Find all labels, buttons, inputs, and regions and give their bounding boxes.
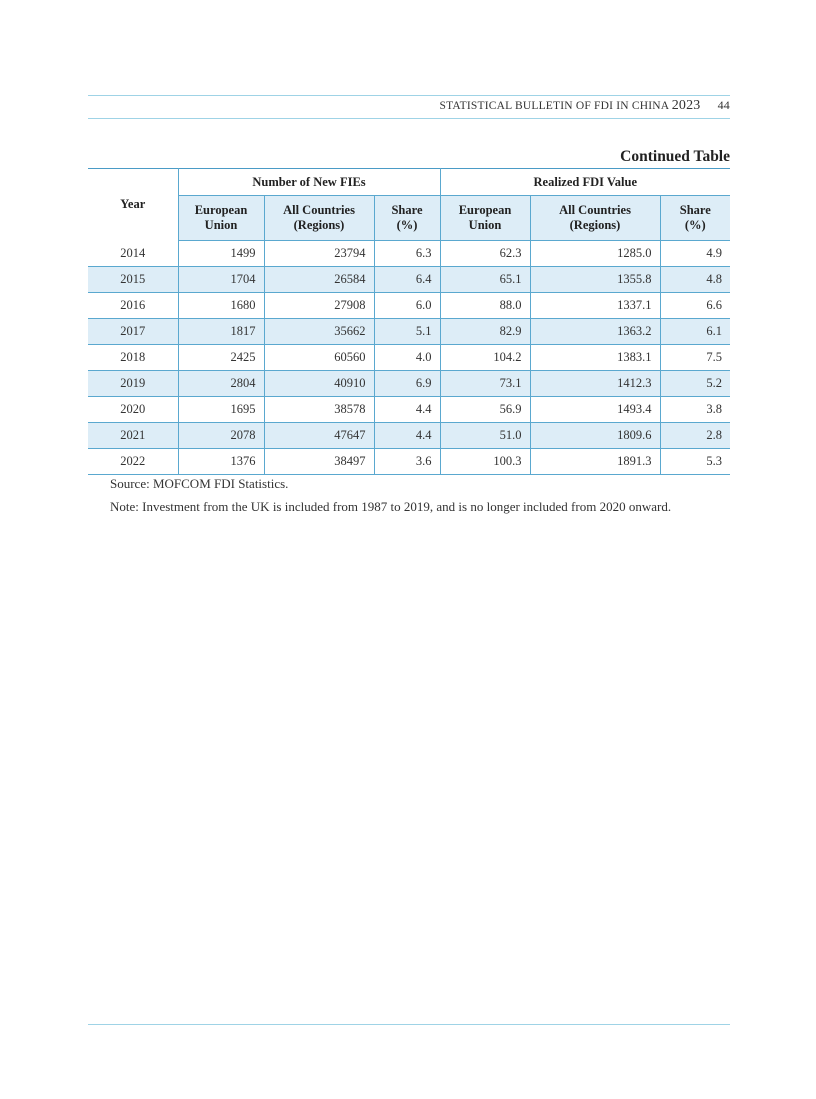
year-cell: 2020	[88, 397, 178, 423]
source-note: Source: MOFCOM FDI Statistics.	[110, 476, 289, 491]
all-new-fies-cell: 27908	[264, 293, 374, 319]
all-new-fies-cell: 60560	[264, 345, 374, 371]
year-cell: 2021	[88, 423, 178, 449]
table-row	[88, 241, 730, 267]
col-header-all-fies: All Countries	[264, 196, 374, 219]
header-rule-top	[88, 95, 730, 96]
all-new-fies-cell: 23794	[264, 241, 374, 267]
continued-table-label: Continued Table	[620, 148, 730, 165]
col-header-share-fies: Share	[374, 196, 440, 219]
col-header-all-fies-line2: (Regions)	[264, 218, 374, 241]
table-row	[88, 293, 730, 319]
eu-fdi-cell: 104.2	[440, 345, 530, 371]
share-new-fies-cell: 4.4	[374, 423, 440, 449]
share-fdi-cell: 7.5	[660, 345, 730, 371]
all-new-fies-cell: 38497	[264, 449, 374, 475]
year-cell: 2018	[88, 345, 178, 371]
all-fdi-cell: 1891.3	[530, 449, 660, 475]
eu-fdi-cell: 65.1	[440, 267, 530, 293]
share-new-fies-cell: 5.1	[374, 319, 440, 345]
all-new-fies-cell: 47647	[264, 423, 374, 449]
eu-new-fies-cell: 1499	[178, 241, 264, 267]
eu-fdi-cell: 51.0	[440, 423, 530, 449]
all-fdi-cell: 1809.6	[530, 423, 660, 449]
col-header-eu-fdi: European	[440, 196, 530, 219]
share-fdi-cell: 5.2	[660, 371, 730, 397]
share-new-fies-cell: 4.0	[374, 345, 440, 371]
share-fdi-cell: 6.1	[660, 319, 730, 345]
table-row	[88, 371, 730, 397]
table-row	[88, 319, 730, 345]
share-fdi-cell: 3.8	[660, 397, 730, 423]
year-cell: 2015	[88, 267, 178, 293]
all-fdi-cell: 1337.1	[530, 293, 660, 319]
share-new-fies-cell: 6.0	[374, 293, 440, 319]
all-new-fies-cell: 40910	[264, 371, 374, 397]
bulletin-title: STATISTICAL BULLETIN OF FDI IN CHINA	[439, 100, 669, 112]
eu-fdi-cell: 82.9	[440, 319, 530, 345]
all-new-fies-cell: 38578	[264, 397, 374, 423]
eu-new-fies-cell: 1695	[178, 397, 264, 423]
share-new-fies-cell: 6.4	[374, 267, 440, 293]
all-fdi-cell: 1285.0	[530, 241, 660, 267]
all-new-fies-cell: 35662	[264, 319, 374, 345]
table-row	[88, 345, 730, 371]
all-fdi-cell: 1493.4	[530, 397, 660, 423]
share-fdi-cell: 6.6	[660, 293, 730, 319]
table-row	[88, 397, 730, 423]
fdi-table	[88, 168, 730, 475]
table-row	[88, 267, 730, 293]
share-fdi-cell: 5.3	[660, 449, 730, 475]
share-new-fies-cell: 4.4	[374, 397, 440, 423]
share-new-fies-cell: 3.6	[374, 449, 440, 475]
all-fdi-cell: 1363.2	[530, 319, 660, 345]
eu-new-fies-cell: 2804	[178, 371, 264, 397]
eu-fdi-cell: 100.3	[440, 449, 530, 475]
col-header-share-fdi-line2: (%)	[660, 218, 730, 241]
all-fdi-cell: 1412.3	[530, 371, 660, 397]
realized-fdi-group-header: Realized FDI Value	[440, 169, 730, 196]
year-column-header: Year	[88, 169, 178, 241]
page-number: 44	[717, 98, 730, 112]
share-new-fies-cell: 6.9	[374, 371, 440, 397]
table-row	[88, 423, 730, 449]
col-header-share-fdi: Share	[660, 196, 730, 219]
bulletin-year: 2023	[671, 98, 701, 113]
col-header-eu-fies-line2: Union	[178, 218, 264, 241]
eu-fdi-cell: 88.0	[440, 293, 530, 319]
eu-new-fies-cell: 2078	[178, 423, 264, 449]
eu-fdi-cell: 62.3	[440, 241, 530, 267]
eu-fdi-cell: 73.1	[440, 371, 530, 397]
share-new-fies-cell: 6.3	[374, 241, 440, 267]
share-fdi-cell: 4.9	[660, 241, 730, 267]
year-cell: 2016	[88, 293, 178, 319]
col-header-eu-fdi-line2: Union	[440, 218, 530, 241]
all-new-fies-cell: 26584	[264, 267, 374, 293]
year-cell: 2017	[88, 319, 178, 345]
year-cell: 2019	[88, 371, 178, 397]
new-fies-group-header: Number of New FIEs	[178, 169, 440, 196]
eu-new-fies-cell: 1680	[178, 293, 264, 319]
eu-new-fies-cell: 1376	[178, 449, 264, 475]
eu-fdi-cell: 56.9	[440, 397, 530, 423]
eu-new-fies-cell: 2425	[178, 345, 264, 371]
running-header	[439, 98, 730, 114]
all-fdi-cell: 1383.1	[530, 345, 660, 371]
all-fdi-cell: 1355.8	[530, 267, 660, 293]
col-header-all-fdi: All Countries	[530, 196, 660, 219]
year-cell: 2014	[88, 241, 178, 267]
table-row	[88, 449, 730, 475]
year-cell: 2022	[88, 449, 178, 475]
col-header-all-fdi-line2: (Regions)	[530, 218, 660, 241]
header-rule-bottom	[88, 118, 730, 119]
share-fdi-cell: 2.8	[660, 423, 730, 449]
col-header-eu-fies: European	[178, 196, 264, 219]
col-header-share-fies-line2: (%)	[374, 218, 440, 241]
footnote: Note: Investment from the UK is included from 1987 to 2019, and is no longer included from 2020 onward.	[110, 499, 672, 514]
eu-new-fies-cell: 1704	[178, 267, 264, 293]
footer-rule	[88, 1024, 730, 1025]
eu-new-fies-cell: 1817	[178, 319, 264, 345]
share-fdi-cell: 4.8	[660, 267, 730, 293]
